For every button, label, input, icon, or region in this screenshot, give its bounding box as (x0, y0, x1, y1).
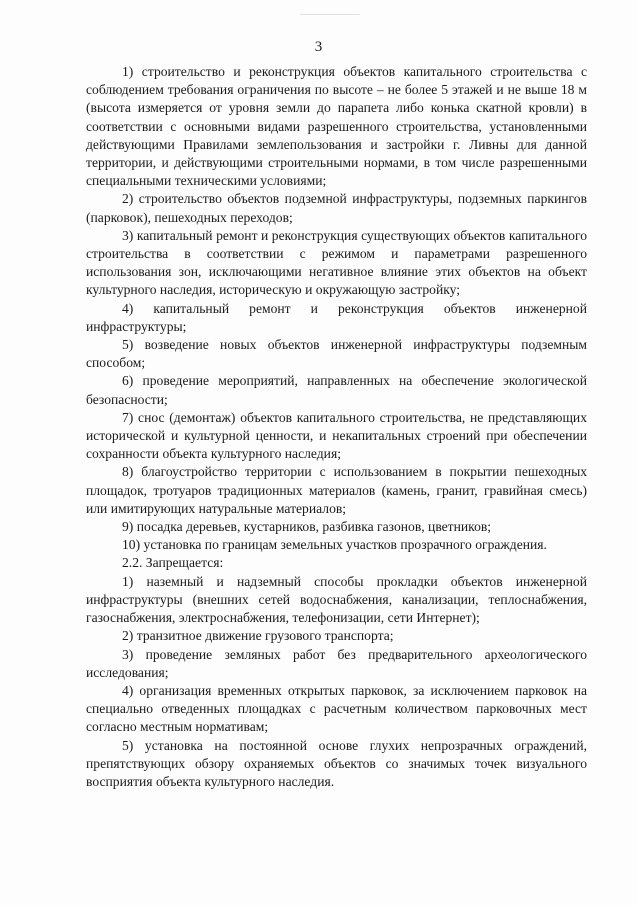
prohibited-item-2: 2) транзитное движение грузового транспорта; (122, 628, 394, 644)
permitted-item-7: 7) снос (демонтаж) объектов капитального строительства, не представляющих исторической и культурной ценности, и некапитальных строений при обеспечении сохранности объекта культурного наследия; (86, 409, 587, 462)
permitted-item-4: 4) капитальный ремонт и реконструкция объектов инженерной инфраструктуры; (86, 300, 587, 334)
permitted-item-6: 6) проведение мероприятий, направленных на обеспечение экологической безопасности; (86, 373, 587, 407)
section-heading-prohibited: 2.2. Запрещается: (122, 555, 224, 571)
permitted-item-10: 10) установка по границам земельных участков прозрачного ограждения. (122, 537, 547, 553)
permitted-item-1: 1) строительство и реконструкция объектов капитального строительства с соблюдением требования ограничения по высоте – не более 5 этажей и не выше 18 м (высота измеряется от уровня земли до парапета либо конька скатной кровли) в соответствии с основными видами разрешенного строительства, установленными действующими Правилами землепользования и застройки г. Ливны для данной территории, и действующими строительными нормами, в том числе разрешенными специальными техническими условиями; (86, 64, 587, 189)
document-body (86, 63, 587, 791)
permitted-item-3: 3) капитальный ремонт и реконструкция существующих объектов капитального строительства в соответствии с режимом и параметрами разрешенного использования зон, исключающими негативное влияние этих объектов на объект культурного наследия, историческую и окружающую застройку; (86, 227, 587, 298)
page-number: 3 (314, 39, 323, 55)
permitted-item-5: 5) возведение новых объектов инженерной инфраструктуры подземным способом; (86, 337, 587, 371)
prohibited-item-5: 5) установка на постоянной основе глухих непрозрачных ограждений, препятствующих обзору охраняемых объектов со значимых точек визуального восприятия объекта культурного наследия. (86, 737, 587, 789)
permitted-item-9: 9) посадка деревьев, кустарников, разбивка газонов, цветников; (122, 519, 492, 535)
prohibited-item-4: 4) организация временных открытых парковок, за исключением парковок на специально отведенных площадках с расчетным количеством парковочных мест согласно местным нормативам; (86, 682, 587, 735)
permitted-item-2: 2) строительство объектов подземной инфраструктуры, подземных паркингов (парковок), пешеходных переходов; (86, 191, 587, 225)
prohibited-item-1: 1) наземный и надземный способы прокладки объектов инженерной инфраструктуры (внешних сетей водоснабжения, канализации, теплоснабжения, газоснабжения, электроснабжения, телефонизации, сети Интернет); (86, 573, 587, 626)
scan-artifact (300, 14, 360, 15)
prohibited-item-3: 3) проведение земляных работ без предварительного археологического исследования; (86, 646, 587, 680)
permitted-item-8: 8) благоустройство территории с использованием в покрытии пешеходных площадок, тротуаров традиционных материалов (камень, гранит, гравийная смесь) или имитирующих натуральные материалов; (86, 464, 587, 516)
